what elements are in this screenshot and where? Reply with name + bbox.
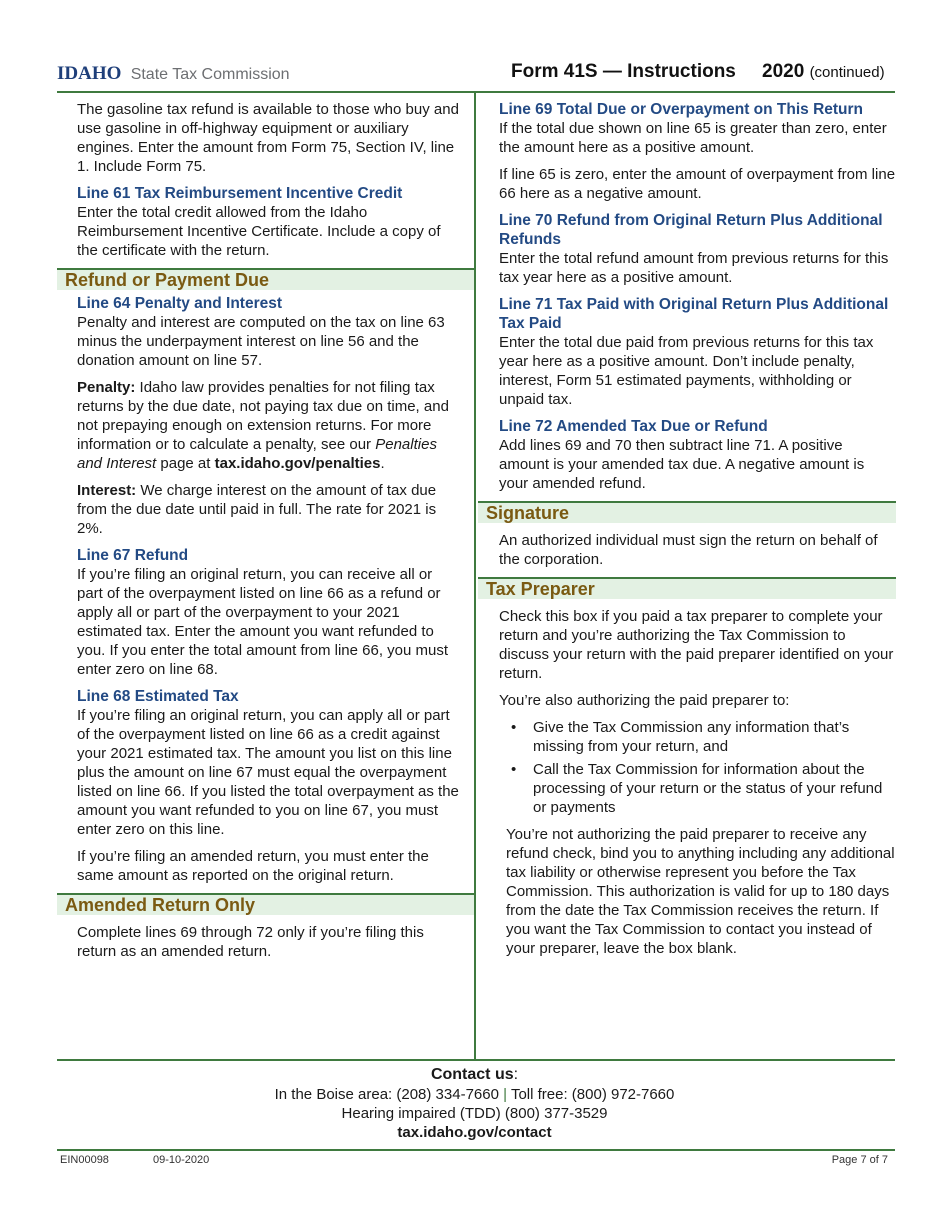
tdd-phone: Hearing impaired (TDD) (800) 377-3529 [341,1105,608,1122]
footer-bottom-rule [57,1149,895,1151]
phone-separator: | [503,1086,508,1103]
line-70-heading: Line 70 Refund from Original Return Plus Additional Refunds [499,212,883,248]
preparer-also-text: You’re also authorizing the paid preparer to: [499,692,790,709]
phone-line [57,1085,892,1104]
line-61-text: Enter the total credit allowed from the Idaho Reimbursement Incentive Certificate. Include a copy of the certificate with the return. [77,204,441,259]
form-title: Form 41S — Instructions [511,61,736,82]
continued-label: (continued) [809,64,885,81]
contact-footer [57,1065,892,1142]
signature-section-heading: Signature [478,501,896,523]
list-item: • Call the Tax Commission for information about the processing of your return or the status of your refund or payments [499,760,896,817]
form-id: EIN00098 [60,1154,109,1166]
line-69-text-2: If line 65 is zero, enter the amount of overpayment from line 66 here as a negative amount. [499,166,896,202]
penalty-text: Idaho law provides penalties for not filing tax returns by the due date, not paying tax due on time, and not prepaying enough on extension returns. For more information or to calculate a penalty, see our [77,379,449,453]
penalty-label: Penalty: [77,379,136,396]
interest-label: Interest: [77,482,137,499]
line-72-text: Add lines 69 and 70 then subtract line 71. A positive amount is your amended tax due. A negative amount is your amended refund. [499,437,865,492]
logo-agency-name: State Tax Commission [130,66,290,83]
line-70-text: Enter the total refund amount from previous returns for this tax year here as a positive amount. [499,250,889,286]
amended-text: Complete lines 69 through 72 only if you’re filing this return as an amended return. [77,924,424,960]
interest-text: We charge interest on the amount of tax due from the due date until paid in full. The rate for 2021 is 2%. [77,482,437,537]
line-68-heading: Line 68 Estimated Tax [77,688,239,705]
preparer-text: Check this box if you paid a tax preparer to complete your return and you’re authorizing the Tax Commission to discuss your return with the paid preparer identified on your return. [499,608,894,682]
penalty-text-2: page at [156,455,215,472]
amended-section-heading: Amended Return Only [57,893,474,915]
column-divider [474,93,476,1060]
page-header [57,58,892,90]
line-61-heading: Line 61 Tax Reimbursement Incentive Credit [77,185,403,202]
toll-free-phone: Toll free: (800) 972-7660 [510,1086,675,1103]
line-69-heading: Line 69 Total Due or Overpayment on This Return [499,101,864,118]
line-68-amended-text: If you’re filing an amended return, you must enter the same amount as reported on the original return. [77,848,429,884]
preparer-bullet-list [499,718,896,817]
line-68-text: If you’re filing an original return, you can apply all or part of the overpayment listed on line 66 as a credit against your 2021 estimated tax. The amount you list on this line plus the amount on line 67 must equal the overpayment listed on line 66. If you listed the total overpayment as the amount you want refunded to you on line 67, you must enter zero on this line. [77,707,459,838]
tax-year-value: 2020 [762,61,805,82]
penalty-end: . [380,455,385,472]
line-69-text: If the total due shown on line 65 is greater than zero, enter the amount here as a positive amount. [499,120,887,156]
penalty-page-name: Penalties and Interest [77,436,437,472]
list-item: • Give the Tax Commission any information that’s missing from your return, and [499,718,896,756]
agency-logo [57,63,290,85]
penalty-link[interactable]: tax.idaho.gov/penalties [214,455,381,472]
boise-phone: In the Boise area: (208) 334-7660 [274,1086,499,1103]
contact-title-text: Contact us [430,1066,514,1083]
interest-paragraph [77,481,462,538]
refund-section-heading: Refund or Payment Due [57,268,474,290]
right-column [478,100,896,966]
revision-date: 09-10-2020 [153,1154,210,1166]
line-67-text: If you’re filing an original return, you can receive all or part of the overpayment listed on line 66 as a refund or apply all or part of the overpayment to your 2021 estimated tax. Enter the amount you want refunded to you. If you enter the total amount from line 66, you must enter zero on line 68. [77,566,449,678]
contact-title [57,1065,892,1085]
preparer-section-heading: Tax Preparer [478,577,896,599]
header-rule [57,91,895,93]
contact-title-colon: : [513,1066,519,1083]
footer-top-rule [57,1059,895,1061]
line-71-heading: Line 71 Tax Paid with Original Return Plus Additional Tax Paid [499,296,889,332]
left-column [57,100,474,969]
page-number: Page 7 of 7 [831,1154,888,1166]
penalty-paragraph [77,378,462,473]
line-64-text: Penalty and interest are computed on the tax on line 63 minus the underpayment interest on line 56 and the donation amount on line 57. [77,314,445,369]
line-64-heading: Line 64 Penalty and Interest [77,295,283,312]
line-71-text: Enter the total due paid from previous returns for this tax year here as a positive amount. Don’t include penalty, interest, Form 51 estimated payments, withholding or unpaid tax. [499,334,874,408]
line-72-heading: Line 72 Amended Tax Due or Refund [499,418,768,435]
preparer-not-text: You’re not authorizing the paid preparer to receive any refund check, bind you to anything including any additional tax liability or otherwise represent you before the Tax Commission. This authorization is valid for up to 180 days from the date the Tax Commission receives the return. If you want the Tax Commission to contact you instead of your preparer, leave the box blank. [506,826,895,957]
logo-idaho-wordmark: IDAHO [57,63,122,84]
line-67-heading: Line 67 Refund [77,547,189,564]
contact-url[interactable]: tax.idaho.gov/contact [397,1124,552,1141]
tax-year [762,61,885,83]
signature-text: An authorized individual must sign the return on behalf of the corporation. [499,532,878,568]
gasoline-refund-text: The gasoline tax refund is available to those who buy and use gasoline in off-highway equipment or auxiliary engines. Enter the amount from Form 75, Section IV, line 1. Include Form 75. [77,101,459,175]
